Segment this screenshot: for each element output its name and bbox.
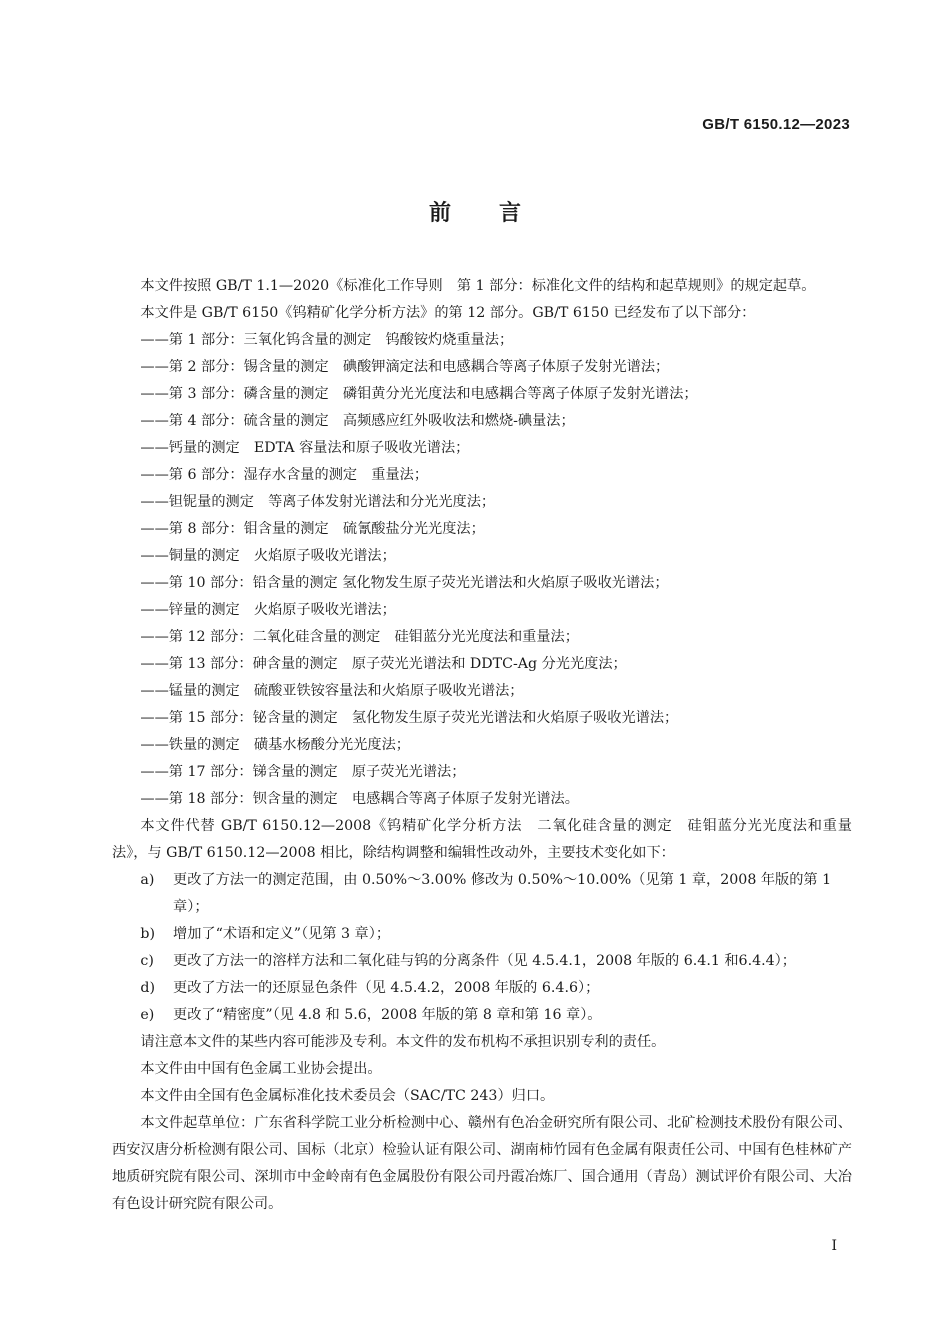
part-list-item: ——铜量的测定 火焰原子吸收光谱法； bbox=[140, 548, 396, 564]
change-text: 增加了“术语和定义”（见第 3 章）； bbox=[173, 926, 391, 942]
document-code: GB/T 6150.12—2023 bbox=[702, 116, 850, 133]
replace-paragraph: 本文件代替 GB/T 6150.12—2008《钨精矿化学分析方法 二氧化硅含量的测定 硅钼蓝分光光度法和重量法》，与 GB/T 6150.12—2008 相比，除结构调整和编辑性改动外，主要技术变化如下： bbox=[112, 818, 852, 861]
part-list-item: ——钽铌量的测定 等离子体发射光谱法和分光光度法； bbox=[140, 494, 496, 510]
change-item bbox=[112, 975, 852, 1002]
paragraph: 本文件是 GB/T 6150《钨精矿化学分析方法》的第 12 部分。GB/T 6150 已经发布了以下部分： bbox=[140, 305, 756, 321]
change-label: a) bbox=[140, 872, 155, 888]
part-list-item: ——钙量的测定 EDTA 容量法和原子吸收光谱法； bbox=[140, 440, 470, 456]
part-list-item: ——第 8 部分：钼含量的测定 硫氰酸盐分光光度法； bbox=[140, 521, 485, 537]
change-item bbox=[112, 948, 852, 975]
change-item bbox=[112, 921, 852, 948]
part-list-item: ——第 17 部分：锑含量的测定 原子荧光光谱法； bbox=[140, 764, 466, 780]
change-text: 更改了“精密度”（见 4.8 和 5.6，2008 年版的第 8 章和第 16 章）。 bbox=[173, 1007, 602, 1023]
part-list-item: ——第 15 部分：铋含量的测定 氢化物发生原子荧光光谱法和火焰原子吸收光谱法； bbox=[140, 710, 679, 726]
part-list-item: ——第 3 部分：磷含量的测定 磷钼黄分光光度法和电感耦合等离子体原子发射光谱法； bbox=[140, 386, 698, 402]
change-text: 更改了方法一的还原显色条件（见 4.5.4.2，2008 年版的 6.4.6）； bbox=[173, 980, 600, 996]
part-list-item: ——第 18 部分：钡含量的测定 电感耦合等离子体原子发射光谱法。 bbox=[140, 791, 579, 807]
part-list-item: ——第 10 部分：铅含量的测定 氢化物发生原子荧光光谱法和火焰原子吸收光谱法； bbox=[140, 575, 669, 591]
change-item bbox=[112, 867, 852, 921]
part-list-item: ——第 6 部分：湿存水含量的测定 重量法； bbox=[140, 467, 429, 483]
page-title: 前言 bbox=[428, 201, 569, 226]
page-number: I bbox=[831, 1238, 837, 1254]
paragraph: 本文件由全国有色金属标准化技术委员会（SAC/TC 243）归口。 bbox=[140, 1088, 555, 1104]
part-list-item: ——第 1 部分：三氧化钨含量的测定 钨酸铵灼烧重量法； bbox=[140, 332, 514, 348]
part-list-item: ——第 13 部分：砷含量的测定 原子荧光光谱法和 DDTC-Ag 分光光度法； bbox=[140, 656, 627, 672]
paragraph: 请注意本文件的某些内容可能涉及专利。本文件的发布机构不承担识别专利的责任。 bbox=[140, 1034, 666, 1050]
part-list-item: ——第 12 部分：二氧化硅含量的测定 硅钼蓝分光光度法和重量法； bbox=[140, 629, 579, 645]
change-text: 更改了方法一的溶样方法和二氧化硅与钨的分离条件（见 4.5.4.1，2008 年版的 6.4.1 和6.4.4）； bbox=[173, 953, 796, 969]
part-list-item: ——第 4 部分：硫含量的测定 高频感应红外吸收法和燃烧-碘量法； bbox=[140, 413, 575, 429]
paragraph: 本文件按照 GB/T 1.1—2020《标准化工作导则 第 1 部分：标准化文件的结构和起草规则》的规定起草。 bbox=[140, 278, 816, 294]
part-list-item: ——锌量的测定 火焰原子吸收光谱法； bbox=[140, 602, 396, 618]
paragraph: 本文件起草单位：广东省科学院工业分析检测中心、赣州有色冶金研究所有限公司、北矿检测技术股份有限公司、西安汉唐分析检测有限公司、国标（北京）检验认证有限公司、湖南柿竹园有色金属有限责任公司、中国有色桂林矿产地质研究院有限公司、深圳市中金岭南有色金属股份有限公司丹霞冶炼厂、国合通用（青岛）测试评价有限公司、大冶有色设计研究院有限公司。 bbox=[112, 1115, 852, 1212]
change-text: 更改了方法一的测定范围，由 0.50%～3.00% 修改为 0.50%～10.00%（见第 1 章，2008 年版的第 1 章）； bbox=[173, 872, 832, 915]
foreword-body bbox=[112, 273, 852, 1218]
change-label: d) bbox=[140, 980, 156, 996]
change-item bbox=[112, 1002, 852, 1029]
part-list-item: ——铁量的测定 磺基水杨酸分光光度法； bbox=[140, 737, 410, 753]
part-list-item: ——第 2 部分：锡含量的测定 碘酸钾滴定法和电感耦合等离子体原子发射光谱法； bbox=[140, 359, 670, 375]
change-label: e) bbox=[140, 1007, 155, 1023]
change-label: c) bbox=[140, 953, 154, 969]
part-list-item: ——锰量的测定 硫酸亚铁铵容量法和火焰原子吸收光谱法； bbox=[140, 683, 524, 699]
paragraph: 本文件由中国有色金属工业协会提出。 bbox=[140, 1061, 382, 1077]
change-label: b) bbox=[140, 926, 156, 942]
